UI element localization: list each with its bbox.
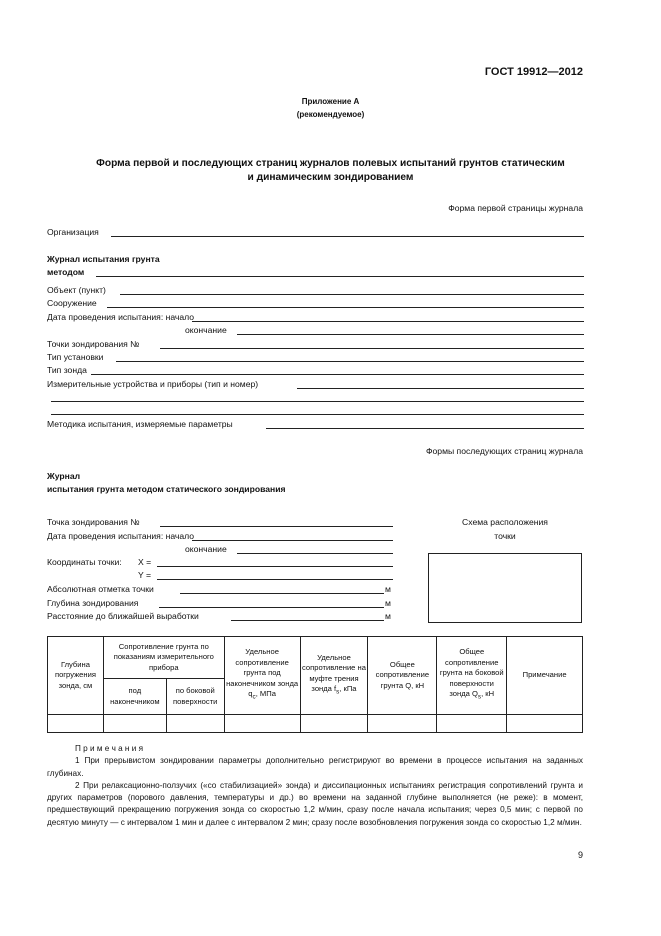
probe-type-field[interactable] [91, 374, 584, 375]
abs-mark-unit: м [385, 584, 391, 594]
devices-label: Измерительные устройства и приборы (тип и номер) [47, 379, 259, 389]
date-end-label: окончание [185, 325, 227, 335]
appendix-subtitle: (рекомендуемое) [296, 110, 365, 119]
abs-mark-field[interactable] [180, 593, 384, 594]
coords-label: Координаты точки: [47, 557, 122, 567]
date2-start-label: Дата проведения испытания: начало [47, 531, 195, 541]
notes-block [47, 743, 583, 829]
col-resistance-group-header: Сопротивление грунта по показаниям измерительного прибора [103, 637, 224, 679]
col-depth-header: Глубина погружения зонда, см [48, 637, 104, 715]
distance-unit: м [385, 611, 391, 621]
journal-title-2: методом [47, 267, 85, 277]
points-label: Точки зондирования № [47, 339, 140, 349]
scheme-label-2: точки [494, 531, 516, 541]
test-table [47, 636, 583, 733]
journal2-title-2: испытания грунта методом статического зондирования [47, 484, 286, 494]
date-start-field[interactable] [192, 321, 584, 322]
date-end-field[interactable] [237, 334, 584, 335]
structure-label: Сооружение [47, 298, 97, 308]
coord-y-label: Y = [138, 570, 151, 580]
heading-line-1: Форма первой и последующих страниц журналов полевых испытаний грунтов статическим [96, 158, 565, 169]
scheme-label-1: Схема расположения [462, 517, 548, 527]
heading-line-2: и динамическим зондированием [247, 172, 414, 183]
probe-type-label: Тип зонда [47, 365, 87, 375]
depth-field[interactable] [159, 607, 384, 608]
points-field[interactable] [160, 348, 584, 349]
note-2: 2 При релаксационно-ползучих («со стабилизацией» зонда) и диссипационных испытаниях регистрация сопротивлений грунта и других параметров (порового давления, температуры и др.) во времени на заданной глубине выполняется (не реже): в момент, предшествующий прекращению погружения зонда со скоростью 1,2 м/мин, сразу после начала испытания; через 0,5 мин; с первой по десятую минуту — с интервалом 1 мин и далее с интервалом 2 мин; сразу после возобновления погружения зонда со скоростью 1,2 м/мин. [47, 780, 583, 827]
col-fs-header: Удельное сопротивление на муфте трения зонда $f_s$, кПа [300, 637, 368, 715]
object-label: Объект (пункт) [47, 285, 106, 295]
col-side-header: по боковой поверхности [166, 679, 224, 715]
install-type-field[interactable] [116, 361, 584, 362]
devices-field[interactable] [297, 388, 584, 389]
date2-start-field[interactable] [192, 540, 393, 541]
col-q-header: Общее сопротивление грунта Q, кН [368, 637, 437, 715]
col-tip-header: под наконечником [103, 679, 166, 715]
coord-x-field[interactable] [157, 566, 393, 567]
col-qs-header: Общее сопротивление грунта на боковой поверхности зонда $Q_s$, кН [437, 637, 507, 715]
method-label: Методика испытания, измеряемые параметры [47, 419, 233, 429]
standard-number: ГОСТ 19912—2012 [484, 66, 583, 78]
depth-unit: м [385, 598, 391, 608]
scheme-box[interactable] [428, 553, 582, 623]
depth-label: Глубина зондирования [47, 598, 139, 608]
point-label: Точка зондирования № [47, 517, 140, 527]
notes-title: П р и м е ч а н и я [75, 744, 144, 753]
date2-end-label: окончание [185, 544, 227, 554]
distance-field[interactable] [231, 620, 384, 621]
col-qc-header: Удельное сопротивление грунта под наконечником зонда $q_c$, МПа [224, 637, 300, 715]
note-1: 1 При прерывистом зондировании параметры дополнительно регистрируют во времени в процессе испытания на заданных глубинах. [47, 756, 583, 778]
structure-field[interactable] [107, 307, 584, 308]
first-page-label: Форма первой страницы журнала [448, 203, 583, 213]
journal-title-1: Журнал испытания грунта [47, 254, 160, 264]
abs-mark-label: Абсолютная отметка точки [47, 584, 154, 594]
appendix-title: Приложение А [301, 97, 360, 106]
org-field[interactable] [111, 236, 584, 237]
next-pages-label: Формы последующих страниц журнала [425, 446, 583, 456]
method-name-field[interactable] [96, 276, 584, 277]
point-field[interactable] [160, 526, 393, 527]
install-type-label: Тип установки [47, 352, 104, 362]
date2-end-field[interactable] [237, 553, 393, 554]
coord-y-field[interactable] [157, 579, 393, 580]
table-row [48, 715, 583, 733]
devices-field-3[interactable] [51, 414, 584, 415]
date-start-label: Дата проведения испытания: начало [47, 312, 195, 322]
devices-field-2[interactable] [51, 401, 584, 402]
method-field[interactable] [266, 428, 584, 429]
coord-x-label: X = [138, 557, 152, 567]
page-number: 9 [577, 850, 583, 860]
org-label: Организация [47, 227, 99, 237]
col-note-header: Примечание [507, 637, 583, 715]
object-field[interactable] [120, 294, 584, 295]
distance-label: Расстояние до ближайшей выработки [47, 611, 199, 621]
journal2-title-1: Журнал [47, 471, 81, 481]
